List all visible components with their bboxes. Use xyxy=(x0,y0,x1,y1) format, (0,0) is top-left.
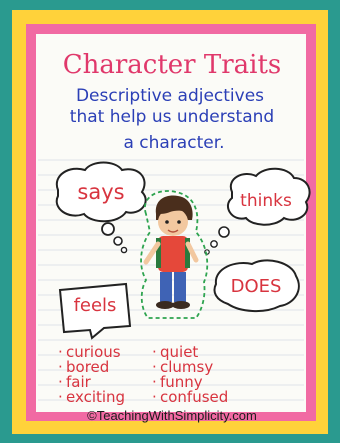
trait-item: curious xyxy=(66,343,121,361)
svg-text:·: · xyxy=(58,343,63,361)
svg-text:·: · xyxy=(152,343,157,361)
chart-title: Character Traits xyxy=(62,50,282,80)
subtitle-line-1: Descriptive adjectives xyxy=(75,86,265,106)
trait-item: exciting xyxy=(66,388,126,406)
says-label: says xyxy=(77,180,125,204)
trait-item: fair xyxy=(66,373,91,391)
svg-text:·: · xyxy=(152,388,157,406)
svg-text:·: · xyxy=(152,358,157,376)
thinks-label: thinks xyxy=(240,191,292,211)
trait-item: clumsy xyxy=(160,358,214,376)
trait-item: confused xyxy=(160,388,229,406)
trait-item: funny xyxy=(160,373,203,391)
svg-text:·: · xyxy=(58,388,63,406)
trait-item: bored xyxy=(66,358,110,376)
credit-watermark: ©TeachingWithSimplicity.com xyxy=(87,408,257,423)
trait-item: quiet xyxy=(160,343,199,361)
svg-text:·: · xyxy=(58,373,63,391)
does-bubble xyxy=(215,260,299,311)
subtitle-line-2: that help us understand xyxy=(69,107,275,127)
svg-text:·: · xyxy=(152,373,157,391)
feels-label: feels xyxy=(73,295,117,316)
svg-text:·: · xyxy=(58,358,63,376)
does-label: DOES xyxy=(230,276,282,297)
subtitle-line-3: a character. xyxy=(123,133,225,153)
